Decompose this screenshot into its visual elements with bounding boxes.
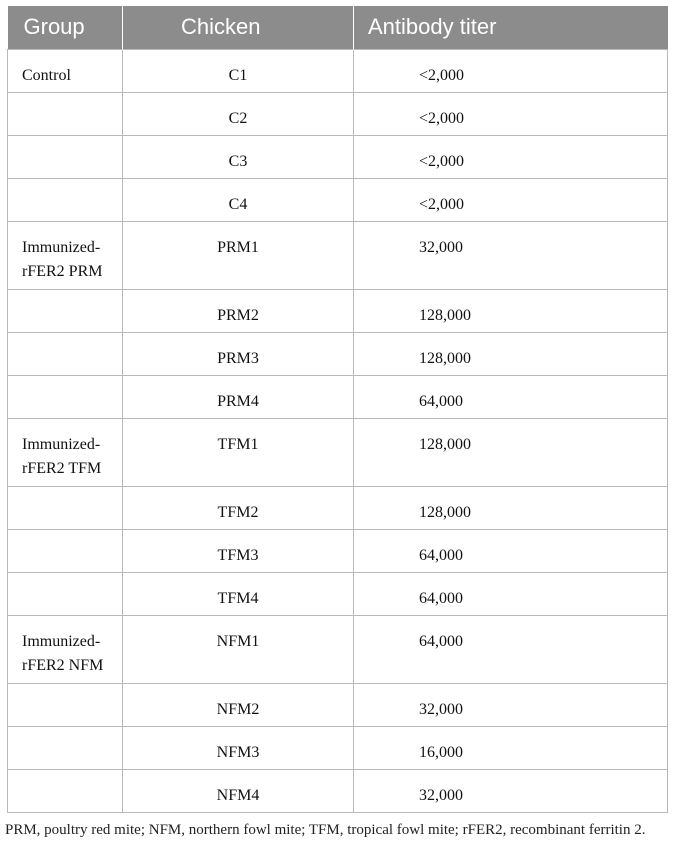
table-row [8,726,668,769]
chicken-cell: NFM4 [123,769,354,812]
chicken-cell: PRM4 [123,375,354,418]
group-cell [8,486,123,529]
group-cell [8,289,123,332]
antibody-titer-cell: 32,000 [354,221,668,289]
table-row [8,769,668,812]
table-body [8,49,668,812]
table-row [8,135,668,178]
table-row [8,92,668,135]
chicken-cell: PRM1 [123,221,354,289]
chicken-cell: NFM2 [123,683,354,726]
table-row [8,375,668,418]
chicken-cell: C2 [123,92,354,135]
group-cell [8,769,123,812]
table-row [8,49,668,92]
chicken-cell: C4 [123,178,354,221]
antibody-titer-cell: <2,000 [354,135,668,178]
group-cell [8,135,123,178]
antibody-titer-cell: 128,000 [354,332,668,375]
chicken-cell: TFM3 [123,529,354,572]
table-row [8,615,668,683]
group-cell [8,375,123,418]
antibody-titer-cell: 64,000 [354,572,668,615]
antibody-titer-cell: 64,000 [354,615,668,683]
table-row [8,332,668,375]
antibody-titer-cell: 128,000 [354,486,668,529]
chicken-cell: C3 [123,135,354,178]
group-cell: Immunized- rFER2 PRM [8,221,123,289]
table-footnote: PRM, poultry red mite; NFM, northern fowl mite; TFM, tropical fowl mite; rFER2, recombinant ferritin 2. [5,822,646,838]
antibody-titer-cell: 128,000 [354,418,668,486]
chicken-cell: TFM2 [123,486,354,529]
antibody-titer-cell: 64,000 [354,375,668,418]
table-row [8,289,668,332]
group-cell [8,178,123,221]
group-cell: Immunized- rFER2 TFM [8,418,123,486]
chicken-cell: NFM1 [123,615,354,683]
group-cell [8,332,123,375]
group-cell: Immunized- rFER2 NFM [8,615,123,683]
header-row [8,6,668,49]
group-cell [8,572,123,615]
antibody-titer-cell: 64,000 [354,529,668,572]
antibody-titer-cell: 16,000 [354,726,668,769]
header-antibody-titer: Antibody titer [354,6,668,49]
chicken-cell: PRM3 [123,332,354,375]
chicken-cell: C1 [123,49,354,92]
group-cell: Control [8,49,123,92]
chicken-cell: NFM3 [123,726,354,769]
table-header [8,6,668,49]
chicken-cell: PRM2 [123,289,354,332]
group-cell [8,683,123,726]
table-row [8,572,668,615]
header-group: Group [8,6,123,49]
antibody-titer-cell: <2,000 [354,92,668,135]
table-row [8,486,668,529]
antibody-titer-cell: <2,000 [354,178,668,221]
table-row [8,178,668,221]
chicken-cell: TFM4 [123,572,354,615]
group-cell [8,529,123,572]
table-row [8,221,668,289]
table-row [8,418,668,486]
group-cell [8,726,123,769]
table-row [8,529,668,572]
antibody-titer-cell: <2,000 [354,49,668,92]
header-chicken: Chicken [123,6,354,49]
chicken-cell: TFM1 [123,418,354,486]
antibody-titer-table-container [7,6,667,813]
group-cell [8,92,123,135]
antibody-titer-cell: 128,000 [354,289,668,332]
antibody-titer-cell: 32,000 [354,769,668,812]
antibody-titer-table [7,6,668,813]
table-row [8,683,668,726]
antibody-titer-cell: 32,000 [354,683,668,726]
